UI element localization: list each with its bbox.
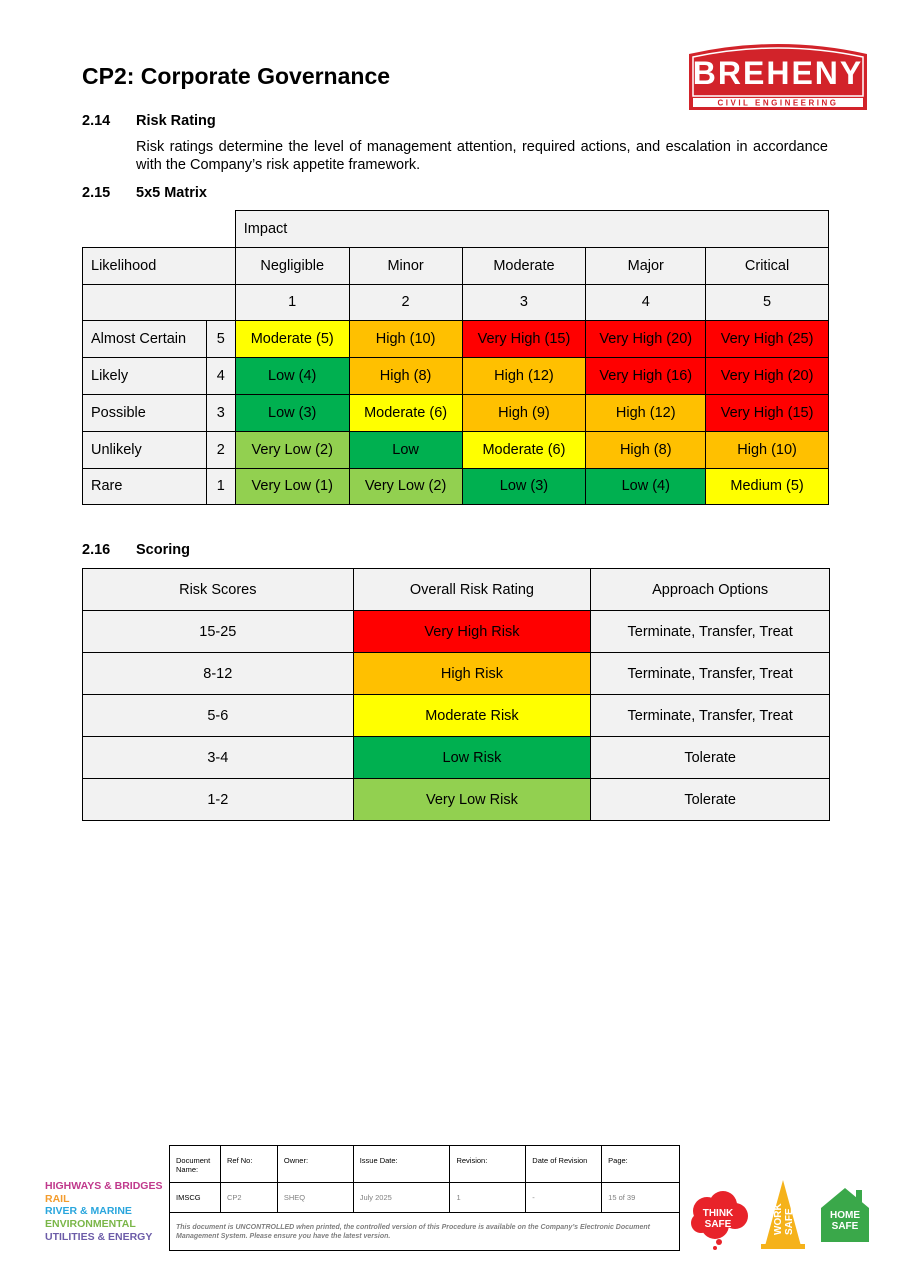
approach-options: Terminate, Transfer, Treat [591,653,830,695]
work-safe-line1: WORK [773,1203,784,1235]
likelihood-label-spacer [83,284,236,321]
think-safe-line1: THINK [702,1208,734,1219]
scoring-row [83,737,830,779]
matrix-cell: Moderate (6) [462,431,586,468]
uncontrolled-notice: This document is UNCONTROLLED when printed, the controlled version of this Procedure is available on the Company’s Electronic Document Management System. Please ensure you have the latest version. [170,1213,680,1251]
risk-rating-paragraph: Risk ratings determine the level of management attention, required actions, and escalation in accordance with the Company’s risk appetite framework. [136,139,828,173]
scoring-header: Overall Risk Rating [353,569,591,611]
doc-value: 15 of 39 [602,1183,680,1213]
matrix-cell: Very Low (1) [235,468,349,505]
matrix-cell: High (10) [349,321,462,358]
likelihood-score: 1 [206,468,235,505]
risk-score-range: 3-4 [83,737,354,779]
approach-options: Terminate, Transfer, Treat [591,611,830,653]
doc-label: Date of Revision [526,1146,602,1183]
impact-score: 2 [349,284,462,321]
matrix-cell: Low (4) [235,358,349,395]
matrix-cell: Medium (5) [706,468,829,505]
matrix-cell: Moderate (5) [235,321,349,358]
doc-label: Issue Date: [353,1146,450,1183]
home-safe-line1: HOME [830,1210,860,1221]
risk-rating-cell: Moderate Risk [353,695,591,737]
matrix-cell: Low (3) [235,394,349,431]
scoring-table [82,568,830,821]
matrix-corner [83,211,236,248]
impact-header: Minor [349,247,462,284]
risk-rating-cell: Low Risk [353,737,591,779]
matrix-cell: Very High (20) [706,358,829,395]
matrix-cell: High (12) [586,394,706,431]
breheny-logo [687,40,869,110]
matrix-cell: Low [349,431,462,468]
sector-rail: RAIL [45,1192,70,1205]
likelihood-score: 4 [206,358,235,395]
scoring-row [83,653,830,695]
doc-label: Owner: [277,1146,353,1183]
doc-value: 1 [450,1183,526,1213]
likelihood-score: 5 [206,321,235,358]
matrix-cell: High (9) [462,394,586,431]
approach-options: Terminate, Transfer, Treat [591,695,830,737]
home-safe-line2: SAFE [831,1221,859,1232]
risk-rating-cell: Very Low Risk [353,779,591,821]
matrix-cell: High (10) [706,431,829,468]
doc-label: Ref No: [220,1146,277,1183]
impact-score: 5 [706,284,829,321]
likelihood-score: 2 [206,431,235,468]
section-title: Scoring [136,542,190,558]
risk-rating-cell: High Risk [353,653,591,695]
doc-value: CP2 [220,1183,277,1213]
likelihood-name: Unlikely [83,431,207,468]
doc-value: - [526,1183,602,1213]
matrix-row [83,431,829,468]
approach-options: Tolerate [591,779,830,821]
impact-score: 3 [462,284,586,321]
matrix-row [83,468,829,505]
impact-header: Negligible [235,247,349,284]
matrix-row [83,358,829,395]
matrix-cell: Very High (15) [706,394,829,431]
likelihood-name: Almost Certain [83,321,207,358]
matrix-cell: Very High (20) [586,321,706,358]
risk-score-range: 5-6 [83,695,354,737]
matrix-row [83,321,829,358]
likelihood-name: Likely [83,358,207,395]
document-control-table [169,1145,680,1251]
home-safe-icon [821,1188,869,1242]
logo-subtitle: CIVIL ENGINEERING [717,98,839,108]
scoring-header: Approach Options [591,569,830,611]
impact-score: 1 [235,284,349,321]
sector-utilities: UTILITIES & ENERGY [45,1230,153,1243]
likelihood-name: Possible [83,394,207,431]
section-number: 2.14 [82,113,111,129]
doc-label: Document Name: [170,1146,221,1183]
matrix-cell: Low (3) [462,468,586,505]
matrix-cell: Moderate (6) [349,394,462,431]
sector-highways: HIGHWAYS & BRIDGES [45,1180,163,1192]
matrix-cell: Very Low (2) [349,468,462,505]
matrix-cell: Very High (15) [462,321,586,358]
impact-header: Moderate [462,247,586,284]
matrix-cell: Very High (16) [586,358,706,395]
section-number: 2.16 [82,542,111,558]
risk-score-range: 15-25 [83,611,354,653]
matrix-row [83,394,829,431]
likelihood-name: Rare [83,468,207,505]
section-heading-2-15 [82,185,207,201]
work-safe-line2: SAFE [784,1208,795,1235]
matrix-cell: High (8) [349,358,462,395]
risk-score-range: 8-12 [83,653,354,695]
impact-label: Impact [235,211,828,248]
section-heading-2-16 [82,542,190,558]
matrix-cell: High (8) [586,431,706,468]
impact-header: Major [586,247,706,284]
doc-value: SHEQ [277,1183,353,1213]
scoring-row [83,779,830,821]
doc-value: July 2025 [353,1183,450,1213]
matrix-cell: High (12) [462,358,586,395]
footer-sector-list [45,1180,162,1244]
scoring-row [83,611,830,653]
risk-matrix-table [82,210,829,505]
section-number: 2.15 [82,185,111,201]
doc-label: Page: [602,1146,680,1183]
matrix-cell: Low (4) [586,468,706,505]
likelihood-label: Likelihood [83,247,236,284]
scoring-header: Risk Scores [83,569,354,611]
think-safe-icon [691,1191,748,1250]
risk-rating-cell: Very High Risk [353,611,591,653]
likelihood-score: 3 [206,394,235,431]
think-safe-line2: SAFE [704,1219,732,1230]
matrix-cell: Very Low (2) [235,431,349,468]
sector-river-marine: RIVER & MARINE [45,1205,132,1218]
impact-score: 4 [586,284,706,321]
sector-environmental: ENVIRONMENTAL [45,1218,136,1231]
section-title: 5x5 Matrix [136,185,207,201]
doc-value: IMSCG [170,1183,221,1213]
work-safe-icon [761,1180,805,1249]
scoring-row [83,695,830,737]
section-heading-2-14 [82,113,216,129]
section-title: Risk Rating [136,113,216,129]
logo-wordmark: BREHENY [692,55,864,91]
approach-options: Tolerate [591,737,830,779]
risk-score-range: 1-2 [83,779,354,821]
impact-header: Critical [706,247,829,284]
page-title: CP2: Corporate Governance [82,63,391,89]
doc-label: Revision: [450,1146,526,1183]
safety-campaign-icons [685,1178,875,1253]
matrix-cell: Very High (25) [706,321,829,358]
